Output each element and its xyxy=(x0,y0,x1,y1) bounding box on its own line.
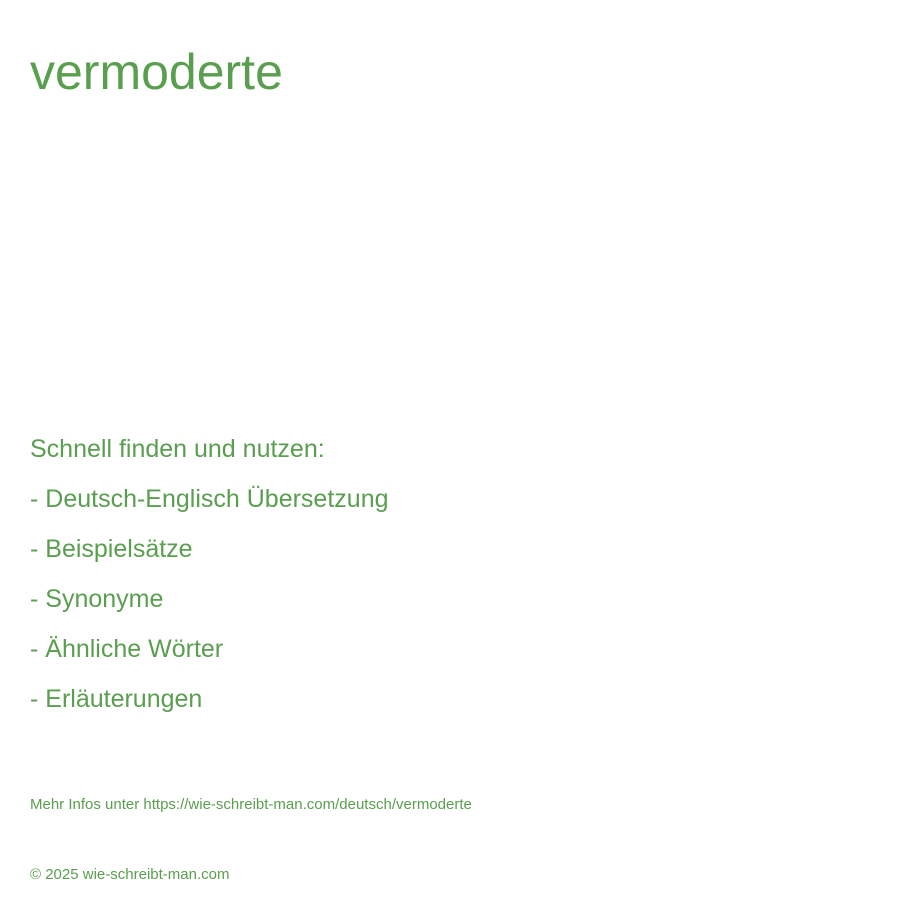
feature-item-synonyms: - Synonyme xyxy=(30,585,164,613)
feature-item-explanations: - Erläuterungen xyxy=(30,685,203,713)
copyright-notice: © 2025 wie-schreibt-man.com xyxy=(30,866,230,883)
feature-list-heading: Schnell finden und nutzen: xyxy=(30,435,325,463)
more-info-text: Mehr Infos unter https://wie-schreibt-man.com/deutsch/vermoderte xyxy=(30,796,472,813)
feature-item-translation: - Deutsch-Englisch Übersetzung xyxy=(30,485,389,513)
page-title: vermoderte xyxy=(30,44,283,100)
feature-list xyxy=(30,424,389,724)
feature-items xyxy=(30,474,389,724)
feature-item-example-sentences: - Beispielsätze xyxy=(30,535,193,563)
feature-item-similar-words: - Ähnliche Wörter xyxy=(30,635,224,663)
